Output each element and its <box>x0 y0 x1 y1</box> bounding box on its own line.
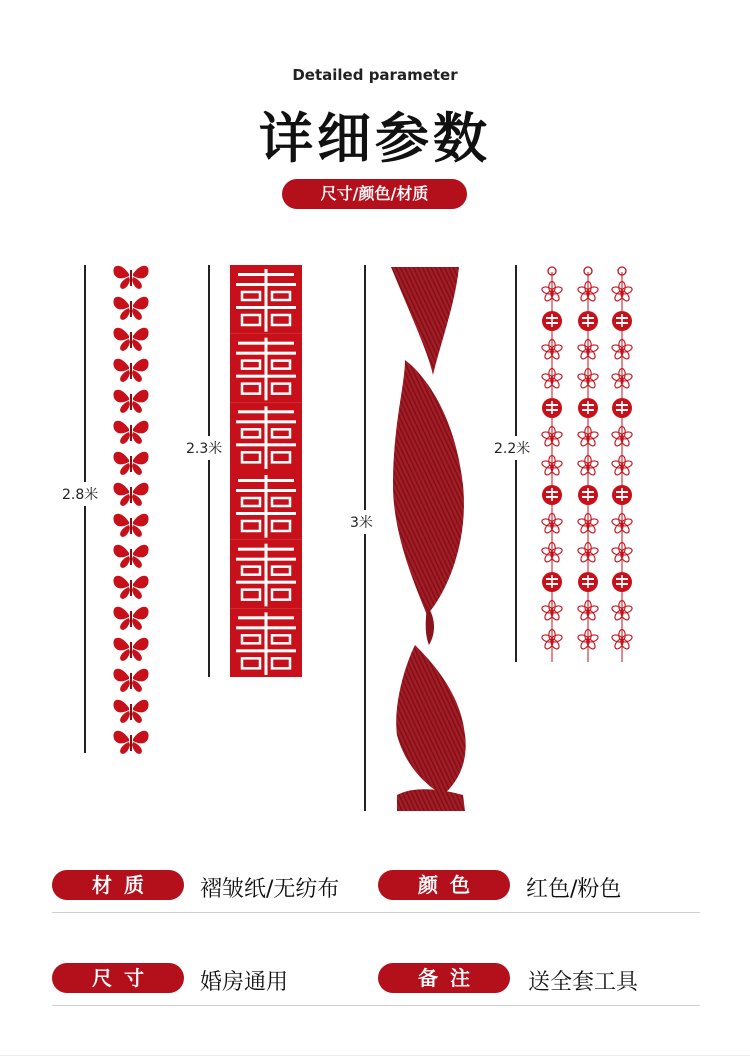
flower-strings-image <box>534 262 644 668</box>
butterfly-icon <box>113 297 148 320</box>
butterfly-icon <box>113 638 148 661</box>
butterfly-icon <box>113 545 148 568</box>
happiness-disc-icon <box>542 572 562 592</box>
butterfly-icon <box>113 731 148 754</box>
label-size: 尺寸 <box>52 963 184 993</box>
dimension-line-2 <box>208 265 210 677</box>
butterfly-garland-image <box>108 262 154 758</box>
butterfly-icon <box>113 576 148 599</box>
happiness-disc-icon <box>612 398 632 418</box>
butterfly-icon <box>113 483 148 506</box>
double-happiness-motif <box>230 540 302 609</box>
subtitle-en: Detailed parameter <box>292 66 458 84</box>
double-happiness-banner-image <box>230 265 302 677</box>
double-happiness-motif <box>230 608 302 677</box>
happiness-disc-icon <box>578 398 598 418</box>
happiness-disc-icon <box>612 572 632 592</box>
value-note: 送全套工具 <box>528 970 639 995</box>
happiness-disc-icon <box>578 485 598 505</box>
label-note: 备注 <box>378 963 510 993</box>
happiness-disc-icon <box>542 398 562 418</box>
spiral-streamer-image <box>385 265 475 813</box>
tag-pill: 尺寸/颜色/材质 <box>282 179 467 209</box>
butterfly-icon <box>113 514 148 537</box>
butterfly-icon <box>113 452 148 475</box>
butterfly-icon <box>113 359 148 382</box>
label-color: 颜色 <box>378 870 510 900</box>
butterfly-icon <box>113 421 148 444</box>
page-title: 详细参数 <box>259 107 491 170</box>
length-label-4: 2.2米 <box>494 436 530 460</box>
happiness-disc-icon <box>542 311 562 331</box>
value-material: 褶皱纸/无纺布 <box>200 877 340 902</box>
happiness-disc-icon <box>612 311 632 331</box>
double-happiness-motif <box>230 402 302 471</box>
value-size: 婚房通用 <box>200 970 289 995</box>
butterfly-icon <box>113 669 148 692</box>
dimension-line-3 <box>364 265 366 811</box>
butterfly-icon <box>113 266 148 289</box>
double-happiness-motif <box>230 334 302 403</box>
double-happiness-motif <box>230 471 302 540</box>
divider-2 <box>52 1005 700 1006</box>
divider-1 <box>52 912 700 913</box>
length-label-2: 2.3米 <box>186 436 222 460</box>
dimension-line-4 <box>515 265 517 662</box>
butterfly-icon <box>113 607 148 630</box>
label-material: 材质 <box>52 870 184 900</box>
butterfly-icon <box>113 390 148 413</box>
bottom-edge <box>0 1055 750 1056</box>
happiness-disc-icon <box>578 572 598 592</box>
length-label-3: 3米 <box>350 510 373 534</box>
happiness-disc-icon <box>578 311 598 331</box>
butterfly-icon <box>113 700 148 723</box>
happiness-disc-icon <box>612 485 632 505</box>
happiness-disc-icon <box>542 485 562 505</box>
double-happiness-motif <box>230 265 302 334</box>
length-label-1: 2.8米 <box>62 482 98 506</box>
butterfly-icon <box>113 328 148 351</box>
dimension-line-1 <box>84 265 86 753</box>
value-color: 红色/粉色 <box>526 877 622 902</box>
